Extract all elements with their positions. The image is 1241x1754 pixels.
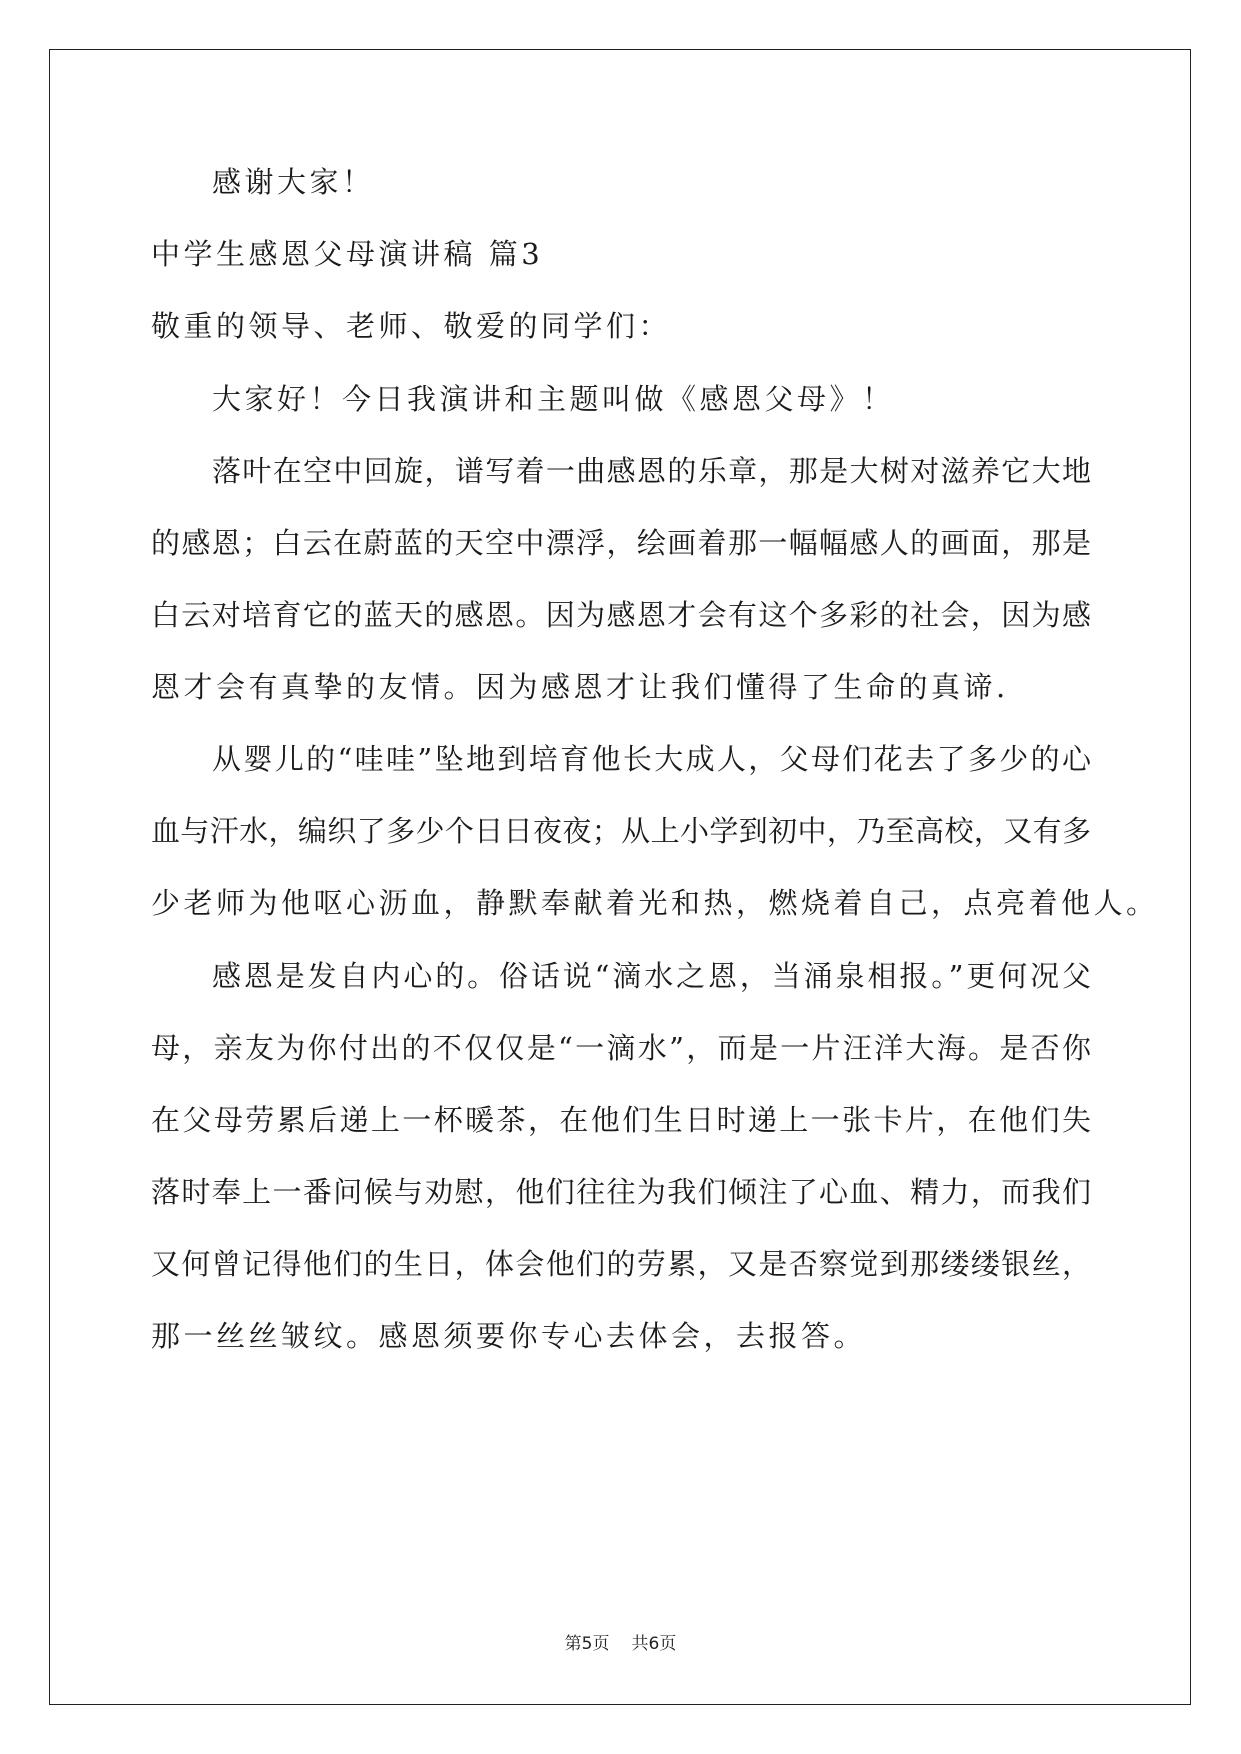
paragraph-line: 在父母劳累后递上一杯暖茶，在他们生日时递上一张卡片，在他们失 — [151, 1103, 1091, 1137]
paragraph-line: 又何曾记得他们的生日，体会他们的劳累，又是否察觉到那缕缕银丝， — [151, 1247, 1091, 1281]
paragraph-line: 从婴儿的“哇哇”坠地到培育他长大成人，父母们花去了多少的心 — [212, 742, 1091, 776]
paragraph-line: 大家好！今日我演讲和主题叫做《感恩父母》！ — [212, 382, 895, 416]
current-page-number: 第5页 — [564, 1634, 610, 1654]
paragraph-line: 恩才会有真挚的友情。因为感恩才让我们懂得了生命的真谛. — [151, 670, 1009, 704]
paragraph-line: 白云对培育它的蓝天的感恩。因为感恩才会有这个多彩的社会，因为感 — [151, 598, 1091, 632]
salutation: 敬重的领导、老师、敬爱的同学们： — [151, 309, 672, 343]
page-border — [49, 49, 1191, 1705]
paragraph-line: 感恩是发自内心的。俗话说“滴水之恩，当涌泉相报。”更何况父 — [212, 959, 1091, 993]
paragraph-line: 那一丝丝皱纹。感恩须要你专心去体会，去报答。 — [151, 1319, 867, 1353]
paragraph-line: 少老师为他呕心沥血，静默奉献着光和热，燃烧着自己，点亮着他人。 — [151, 886, 1159, 920]
section-title: 中学生感恩父母演讲稿 篇3 — [151, 237, 544, 271]
paragraph-line: 落时奉上一番问候与劝慰，他们往往为我们倾注了心血、精力，而我们 — [151, 1175, 1091, 1209]
paragraph-line: 的感恩；白云在蔚蓝的天空中漂浮，绘画着那一幅幅感人的画面，那是 — [151, 526, 1091, 560]
total-pages: 共6页 — [631, 1634, 677, 1654]
paragraph-line: 母，亲友为你付出的不仅仅是“一滴水”，而是一片汪洋大海。是否你 — [151, 1031, 1091, 1065]
paragraph-line: 落叶在空中回旋，谱写着一曲感恩的乐章，那是大树对滋养它大地 — [212, 454, 1091, 488]
closing-line: 感谢大家！ — [212, 165, 375, 199]
page-footer — [0, 1634, 1241, 1654]
paragraph-line: 血与汗水，编织了多少个日日夜夜；从上小学到初中，乃至高校，又有多 — [151, 814, 1091, 848]
